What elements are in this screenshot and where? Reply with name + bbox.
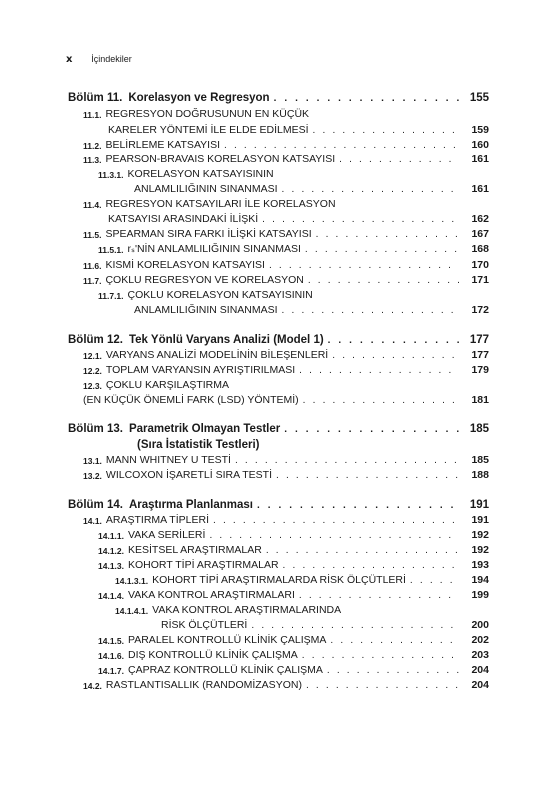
toc-entry-title: (EN KÜÇÜK ÖNEMLİ FARK (LSD) YÖNTEMİ) [83,394,299,406]
toc-section-entry [83,514,489,526]
toc-section-entry [115,574,489,586]
toc-page-number: 161 [471,183,489,195]
toc-entry-number: 13.2. [83,471,102,481]
toc-page-number: 177 [471,349,489,361]
toc-section-entry [98,544,489,556]
toc-page-number: 204 [471,679,489,691]
toc-page-number: 160 [471,139,489,151]
toc-dot-leader [410,575,459,586]
toc-entry-number: 14.1.4.1. [115,606,149,616]
toc-dot-leader [305,244,459,255]
toc-section-entry [98,634,489,646]
toc-page-number: 171 [471,274,489,286]
toc-page-number: 177 [469,334,489,346]
toc-entry-title: KORELASYON KATSAYISININ [127,168,274,180]
toc-dot-leader [251,620,459,631]
toc-dot-leader [282,305,459,316]
toc-entry-title: SPEARMAN SIRA FARKI İLİŞKİ KATSAYISI [105,228,312,240]
toc-entry-number: 11.6. [83,261,102,271]
toc-section-entry [98,168,489,180]
toc-entry-number: 11.3.1. [98,170,124,180]
toc-page-number: 179 [471,364,489,376]
toc-section-entry [115,604,489,616]
page-number: x [66,54,73,65]
toc-page-number: 185 [469,423,489,435]
toc-entry-title: TOPLAM VARYANSIN AYRIŞTIRILMASI [105,364,296,376]
toc-entry-title: PARALEL KONTROLLÜ KLİNİK ÇALIŞMA [128,634,327,646]
toc-entry-number: 13.1. [83,456,102,466]
toc-entry-title: PEARSON-BRAVAIS KORELASYON KATSAYISI [105,153,336,165]
toc-page-number: 191 [471,514,489,526]
running-header [66,54,132,65]
toc-page-number: 200 [471,619,489,631]
toc-section-entry [98,589,489,601]
toc-section-entry [98,649,489,661]
toc-dot-leader [284,424,459,435]
toc-section-entry [83,274,489,286]
toc-dot-leader [269,260,459,271]
toc-section-entry [98,243,489,255]
toc-section-entry [134,183,489,195]
toc-entry-number: Bölüm 14. [68,499,123,511]
toc-entry-number: 14.1.3. [98,561,124,571]
toc-section-entry [108,213,489,225]
toc-section-entry [108,124,489,136]
toc-page-number: 155 [469,92,489,104]
toc-section-entry [98,559,489,571]
toc-dot-leader [328,335,459,346]
toc-page-number: 167 [471,228,489,240]
toc-section-entry [98,529,489,541]
toc-section-entry [83,259,489,271]
toc-dot-leader [339,154,459,165]
toc-entry-title: (Sıra İstatistik Testleri) [137,439,260,451]
toc-page-number: 204 [471,664,489,676]
toc-entry-number: 11.1. [83,110,102,120]
toc-entry-title: WILCOXON İŞARETLİ SIRA TESTİ [105,469,272,481]
toc-entry-title: ANLAMLILIĞININ SINANMASI [134,304,278,316]
toc-page-number: 185 [471,454,489,466]
toc-entry-title: ARAŞTIRMA TİPLERİ [105,514,209,526]
toc-entry-title: KOHORT TİPİ ARAŞTIRMALAR [128,559,279,571]
toc-entry-title: VAKA KONTROL ARAŞTIRMALARINDA [152,604,342,616]
toc-page-number: 191 [469,499,489,511]
toc-entry-number: 12.1. [83,351,102,361]
toc-entry-title: KISMİ KORELASYON KATSAYISI [105,259,265,271]
toc-page-number: 192 [471,529,489,541]
toc-entry-title: RİSK ÖLÇÜTLERİ [161,619,248,631]
toc-page-number: 162 [471,213,489,225]
toc-page-number: 193 [471,559,489,571]
toc-dot-leader [313,125,459,136]
toc-entry-number: 11.5. [83,230,102,240]
toc-page-number: 159 [471,124,489,136]
toc-entry-title: KATSAYISI ARASINDAKİ İLİŞKİ [108,213,259,225]
toc-entry-title: RASTLANTISALLIK (RANDOMİZASYON) [105,679,302,691]
toc-entry-title: ÇAPRAZ KONTROLLÜ KLİNİK ÇALIŞMA [128,664,323,676]
toc-entry-number: 11.2. [83,141,102,151]
toc-section-entry [98,664,489,676]
toc-dot-leader [282,184,459,195]
toc-page-number: 188 [471,469,489,481]
toc-entry-number: 14.1.3.1. [115,576,149,586]
toc-entry-title: KARELER YÖNTEMİ İLE ELDE EDİLMESİ [108,124,309,136]
toc-dot-leader [224,140,459,151]
toc-entry-number: 11.7. [83,276,102,286]
toc-dot-leader [257,500,459,511]
toc-entry-title: DIŞ KONTROLLÜ KLİNİK ÇALIŞMA [128,649,298,661]
toc-section-entry [134,304,489,316]
toc-section-entry [83,454,489,466]
toc-page-number: 192 [471,544,489,556]
toc-entry-title: Tek Yönlü Varyans Analizi (Model 1) [128,334,324,346]
toc-dot-leader [332,350,459,361]
toc-page-number: 181 [471,394,489,406]
toc-entry-number: 11.5.1. [98,245,124,255]
toc-entry-title: ÇOKLU KORELASYON KATSAYISININ [127,289,313,301]
toc-entry-number: 14.1.1. [98,531,124,541]
toc-entry-title: Parametrik Olmayan Testler [128,423,281,435]
toc-section-entry [83,379,489,391]
toc-entry-title: Korelasyon ve Regresyon [128,92,270,104]
toc-entry-number: 14.1.4. [98,591,124,601]
toc-section-entry [83,364,489,376]
toc-entry-number: 14.1. [83,516,102,526]
toc-dot-leader [303,395,459,406]
toc-page-number: 168 [471,243,489,255]
toc-dot-leader [283,560,459,571]
toc-entry-title: BELİRLEME KATSAYISI [105,139,221,151]
toc-chapter-entry [68,423,489,435]
toc-dot-leader [213,515,459,526]
toc-dot-leader [316,229,459,240]
toc-dot-leader [327,665,459,676]
toc-dot-leader [266,545,459,556]
toc-page-number: 161 [471,153,489,165]
toc-dot-leader [308,275,459,286]
toc-entry-number: 11.7.1. [98,291,124,301]
toc-section-entry [83,139,489,151]
toc-entry-title: MANN WHITNEY U TESTİ [105,454,231,466]
toc-chapter-entry [68,334,489,346]
toc-section-entry [83,349,489,361]
toc-section-entry [83,108,489,120]
toc-dot-leader [209,530,459,541]
toc-section-entry [83,679,489,691]
toc-entry-number: 11.3. [83,155,102,165]
toc-entry-number: 12.2. [83,366,102,376]
toc-entry-number: 12.3. [83,381,102,391]
toc-page-number: 172 [471,304,489,316]
toc-entry-number: 14.1.6. [98,651,124,661]
toc-dot-leader [274,93,459,104]
toc-section-entry [161,619,489,631]
toc-entry-number: Bölüm 13. [68,423,123,435]
toc-entry-title: KESİTSEL ARAŞTIRMALAR [128,544,262,556]
toc-entry-title: VAKA SERİLERİ [128,529,206,541]
toc-entry-title: REGRESYON DOĞRUSUNUN EN KÜÇÜK [105,108,310,120]
toc-section-entry [83,153,489,165]
toc-entry-title: VARYANS ANALİZİ MODELİNİN BİLEŞENLERİ [105,349,329,361]
header-title: İçindekiler [91,54,132,64]
toc-chapter-entry [137,439,489,451]
toc-entry-number: Bölüm 11. [68,92,123,104]
toc-section-entry [83,394,489,406]
toc-entry-number: 14.2. [83,681,102,691]
toc-entry-title: ANLAMLILIĞININ SINANMASI [134,183,278,195]
toc-page-number: 199 [471,589,489,601]
toc-dot-leader [302,650,459,661]
toc-section-entry [83,469,489,481]
toc-entry-title: rₛ'NİN ANLAMLILIĞININ SINANMASI [127,243,301,255]
toc-entry-number: Bölüm 12. [68,334,123,346]
toc-dot-leader [330,635,459,646]
toc-page-number: 194 [471,574,489,586]
toc-entry-title: VAKA KONTROL ARAŞTIRMALARI [128,589,295,601]
toc-entry-title: ÇOKLU REGRESYON VE KORELASYON [105,274,304,286]
toc-page-number: 202 [471,634,489,646]
toc-page-number: 203 [471,649,489,661]
toc-entry-number: 11.4. [83,200,102,210]
toc-dot-leader [262,214,459,225]
toc-dot-leader [299,590,459,601]
toc-entry-title: ÇOKLU KARŞILAŞTIRMA [105,379,230,391]
toc-dot-leader [276,470,459,481]
toc-entry-title: KOHORT TİPİ ARAŞTIRMALARDA RİSK ÖLÇÜTLERİ [152,574,406,586]
toc-chapter-entry [68,92,489,104]
toc-entry-title: REGRESYON KATSAYILARI İLE KORELASYON [105,198,336,210]
toc-section-entry [98,289,489,301]
toc-dot-leader [235,455,459,466]
toc-entry-number: 14.1.5. [98,636,124,646]
toc-section-entry [83,198,489,210]
toc-section-entry [83,228,489,240]
toc-entry-number: 14.1.7. [98,666,124,676]
toc-dot-leader [306,680,459,691]
toc-page-number: 170 [471,259,489,271]
toc-dot-leader [299,365,459,376]
toc-entry-number: 14.1.2. [98,546,124,556]
toc-entry-title: Araştırma Planlanması [128,499,253,511]
toc-chapter-entry [68,499,489,511]
